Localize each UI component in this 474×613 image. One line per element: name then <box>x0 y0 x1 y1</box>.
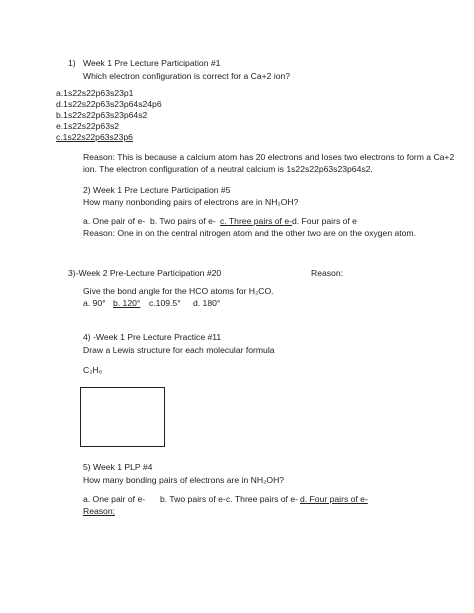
q5-reason: Reason: <box>83 506 116 516</box>
q5-option-b: b. Two pairs of e- <box>160 494 226 504</box>
q1-question: Which electron configuration is correct for a Ca+2 ion? <box>83 71 291 81</box>
q1-reason-line1: Reason: This is because a calcium atom has 20 electrons and loses two electrons to form a Ca+2 <box>83 152 455 162</box>
q3-option-d: d. 180° <box>193 298 221 308</box>
q1-option-d: d.1s22s22p63s23p64s24p6 <box>56 99 162 109</box>
q2-option-d: d. Four pairs of e <box>292 216 357 226</box>
q5-option-a: a. One pair of e- <box>83 494 146 504</box>
q2-question: How many nonbonding pairs of electrons are in NH₂OH? <box>83 197 299 207</box>
q1-title: Week 1 Pre Lecture Participation #1 <box>83 58 221 68</box>
q1-reason-line2: ion. The electron configuration of a neutral calcium is 1s22s22p63s23p64s2. <box>83 164 373 174</box>
q3-option-c: c.109.5° <box>149 298 181 308</box>
q3-option-b-correct: b. 120° <box>113 298 141 308</box>
q1-option-b: b.1s22s22p63s23p64s2 <box>56 110 148 120</box>
q3-title: 3)-Week 2 Pre-Lecture Participation #20 <box>68 268 222 278</box>
q1-number: 1) <box>68 58 76 68</box>
q5-title: 5) Week 1 PLP #4 <box>83 462 153 472</box>
q2-option-a: a. One pair of e- <box>83 216 146 226</box>
q3-question: Give the bond angle for the HCO atoms for H₂CO. <box>83 286 274 296</box>
q1-option-c-correct: c.1s22s22p63s23p6 <box>56 132 133 142</box>
q1-option-a: a.1s22s22p63s23p1 <box>56 88 134 98</box>
q2-title: 2) Week 1 Pre Lecture Participation #5 <box>83 185 231 195</box>
q5-option-c: c. Three pairs of e- <box>226 494 298 504</box>
q4-title: 4) -Week 1 Pre Lecture Practice #11 <box>83 332 222 342</box>
q4-instruction: Draw a Lewis structure for each molecular formula <box>83 345 275 355</box>
q2-option-c-correct: c. Three pairs of e- <box>220 216 292 226</box>
q2-option-b: b. Two pairs of e- <box>150 216 216 226</box>
q3-option-a: a. 90° <box>83 298 106 308</box>
q4-formula: C₂H₆ <box>83 365 103 375</box>
q5-option-d-correct: d. Four pairs of e- <box>300 494 368 504</box>
q2-reason: Reason: One in on the central nitrogen atom and the other two are on the oxygen atom. <box>83 228 416 238</box>
q5-question: How many bonding pairs of electrons are in NH₂OH? <box>83 475 285 485</box>
lewis-structure-drawing-box <box>80 387 165 447</box>
q1-option-e: e.1s22s22p63s2 <box>56 121 120 131</box>
q3-reason-label: Reason: <box>311 268 344 278</box>
